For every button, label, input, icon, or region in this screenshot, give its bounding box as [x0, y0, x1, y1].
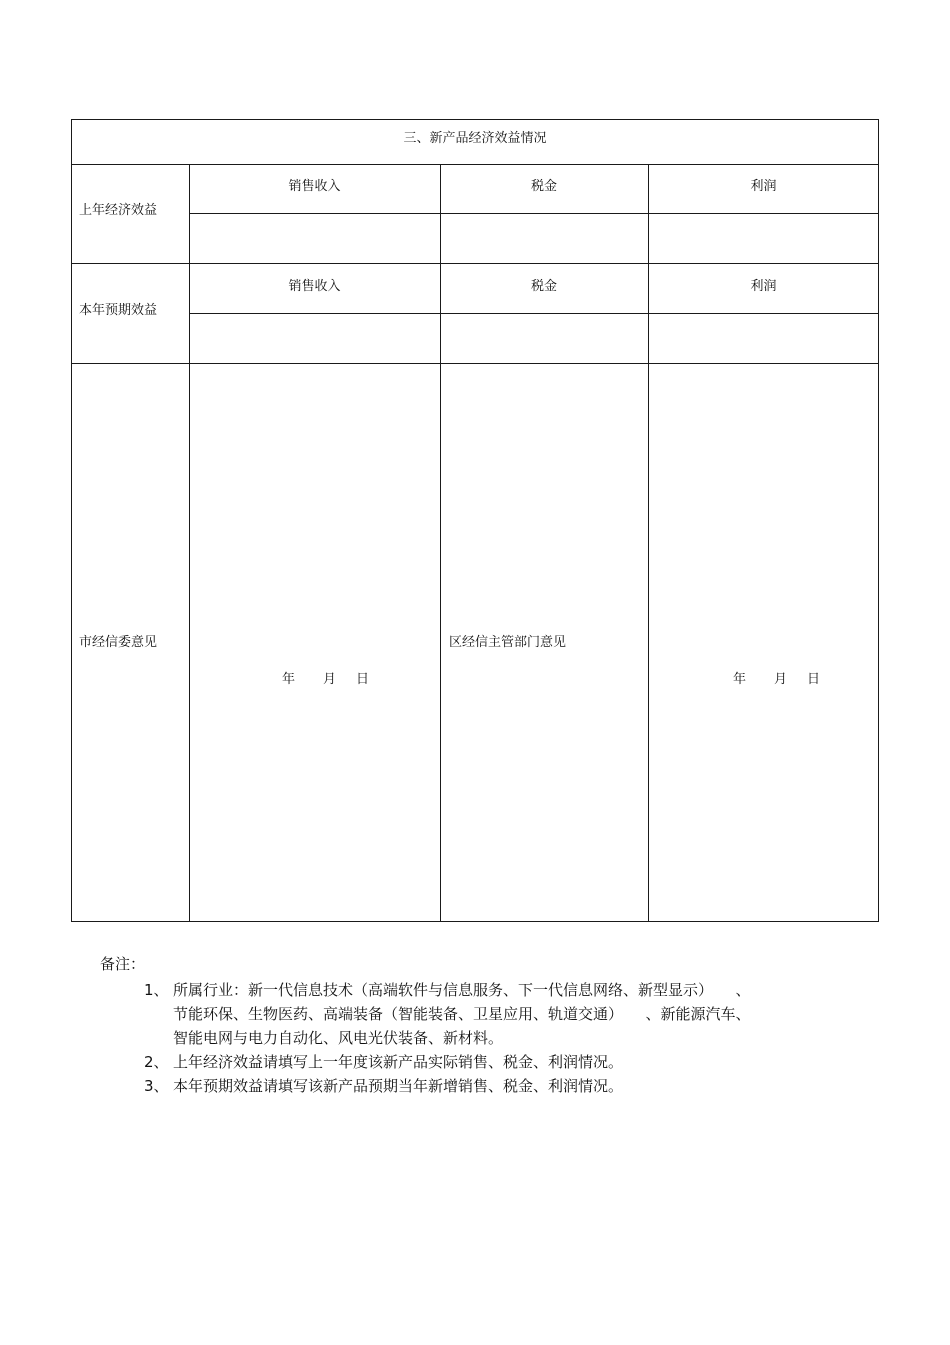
city-date-day: 日	[356, 672, 370, 687]
table-border-bottom	[71, 921, 879, 922]
this-year-col-profit: 利润	[750, 279, 777, 294]
last-year-label: 上年经济效益	[79, 203, 158, 218]
this-year-profit-value[interactable]	[648, 331, 879, 347]
note-item-3	[100, 1074, 880, 1098]
this-year-col-tax: 税金	[530, 279, 557, 294]
last-year-profit-value[interactable]	[648, 231, 879, 247]
district-date-month: 月	[774, 672, 788, 687]
note-line: 所属行业：新一代信息技术（高端软件与信息服务、下一代信息网络、新型显示） 、	[173, 981, 751, 999]
district-date-day: 日	[807, 672, 821, 687]
note-line: 上年经济效益请填写上一年度该新产品实际销售、税金、利润情况。	[173, 1053, 624, 1071]
district-opinion-label: 区经信主管部门意见	[449, 635, 567, 650]
note-line: 智能电网与电力自动化、风电光伏装备、新材料。	[173, 1029, 504, 1047]
this-year-tax-value[interactable]	[440, 331, 648, 347]
city-opinion-label: 市经信委意见	[79, 635, 158, 650]
section-title: 三、新产品经济效益情况	[403, 131, 547, 146]
city-opinion-date	[282, 672, 369, 688]
this-year-label: 本年预期效益	[79, 303, 158, 318]
rule-col-3	[648, 164, 649, 922]
note-number: 1、	[144, 981, 169, 999]
note-number: 2、	[144, 1053, 169, 1071]
rule-col-2	[440, 164, 441, 922]
rule-this-year-header	[189, 313, 879, 314]
last-year-sales-value[interactable]	[189, 231, 440, 247]
city-date-month: 月	[323, 672, 337, 687]
last-year-col-tax: 税金	[530, 179, 557, 194]
rule-last-year-header	[189, 213, 879, 214]
notes-section	[100, 952, 880, 1098]
this-year-col-sales: 销售收入	[288, 279, 341, 294]
notes-title: 备注：	[100, 955, 146, 973]
note-number: 3、	[144, 1077, 169, 1095]
rule-col-1	[189, 164, 190, 922]
last-year-col-sales: 销售收入	[288, 179, 341, 194]
last-year-col-profit: 利润	[750, 179, 777, 194]
note-line: 节能环保、生物医药、高端装备（智能装备、卫星应用、轨道交通） 、新能源汽车、	[173, 1005, 751, 1023]
this-year-sales-value[interactable]	[189, 331, 440, 347]
district-date-year: 年	[733, 672, 747, 687]
rule-this-year-bottom	[71, 363, 879, 364]
economic-benefit-form	[71, 119, 879, 922]
note-item-1	[100, 978, 880, 1050]
last-year-tax-value[interactable]	[440, 231, 648, 247]
table-border-left	[71, 119, 72, 922]
note-line: 本年预期效益请填写该新产品预期当年新增销售、税金、利润情况。	[173, 1077, 624, 1095]
rule-last-year-bottom	[71, 263, 879, 264]
district-opinion-date	[733, 672, 820, 688]
note-item-2	[100, 1050, 880, 1074]
city-date-year: 年	[282, 672, 296, 687]
table-border-top	[71, 119, 879, 120]
rule-under-title	[71, 164, 879, 165]
